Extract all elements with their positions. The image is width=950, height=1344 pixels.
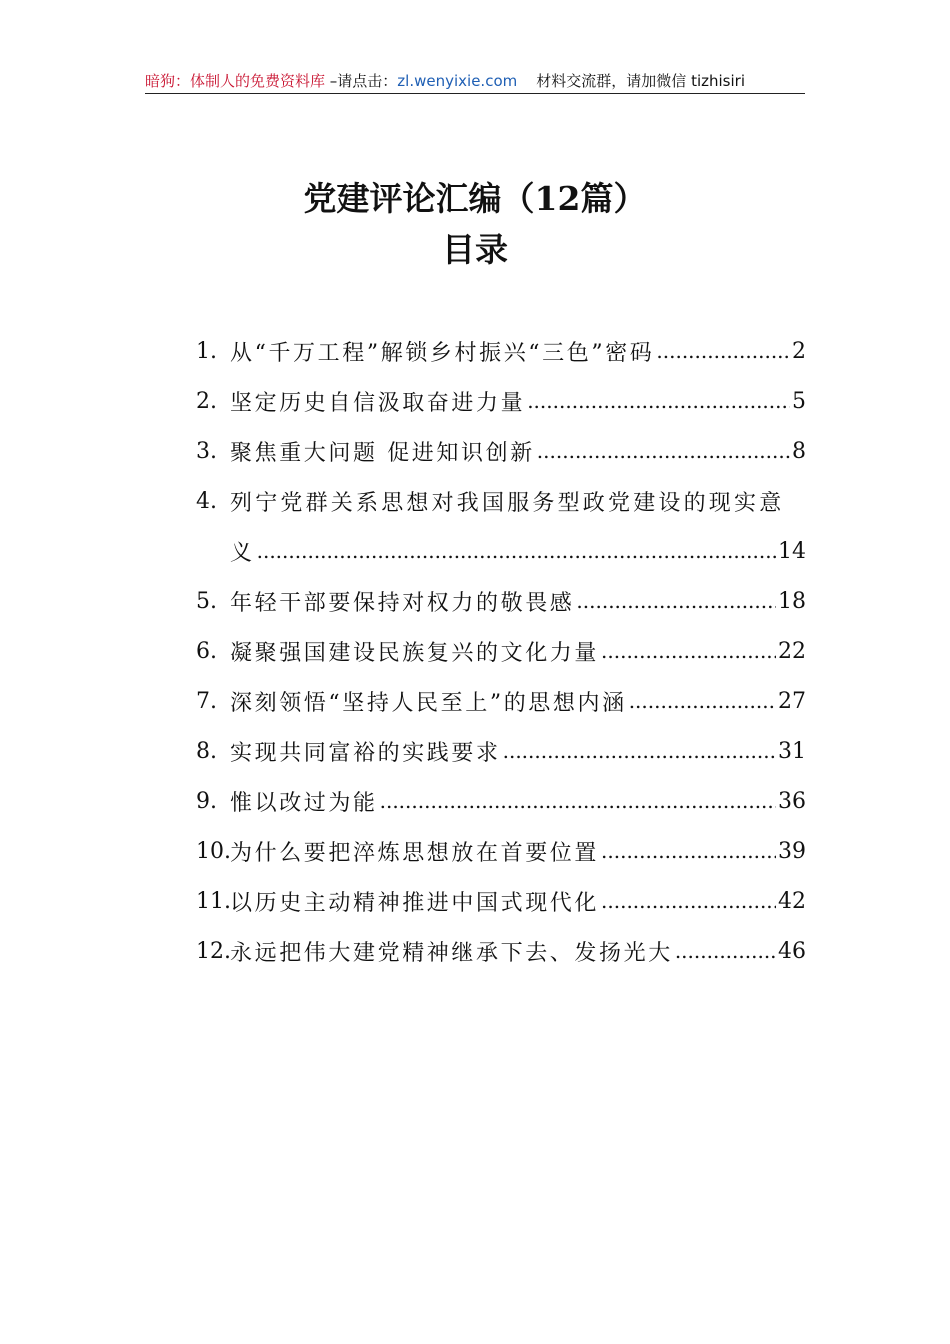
toc-entry-number: 4. bbox=[196, 488, 217, 514]
toc-entry-12[interactable] bbox=[196, 926, 806, 976]
toc-entry-6[interactable] bbox=[196, 626, 806, 676]
toc-entry-4-continued[interactable] bbox=[196, 526, 806, 576]
header-click-prompt: –请点击： bbox=[325, 72, 398, 90]
header-divider bbox=[145, 93, 805, 94]
toc-entry-title: 凝聚强国建设民族复兴的文化力量 bbox=[230, 640, 600, 666]
toc-entry-page: 14 bbox=[778, 538, 806, 564]
header-site-name: 暗狗：体制人的免费资料库 bbox=[145, 72, 326, 90]
toc-entry-title: 聚焦重大问题 促进知识创新 bbox=[230, 440, 535, 466]
toc-dot-leader bbox=[527, 389, 790, 413]
toc-entry-page: 36 bbox=[778, 788, 806, 814]
toc-entry-7[interactable] bbox=[196, 676, 806, 726]
toc-dot-leader bbox=[601, 839, 776, 863]
toc-entry-title-continued: 义 bbox=[230, 540, 255, 566]
toc-entry-page: 8 bbox=[792, 438, 806, 464]
toc-entry-page: 22 bbox=[778, 638, 806, 664]
toc-entry-11[interactable] bbox=[196, 876, 806, 926]
table-of-contents bbox=[196, 326, 806, 976]
toc-entry-1[interactable] bbox=[196, 326, 806, 376]
toc-dot-leader bbox=[601, 639, 776, 663]
toc-entry-title: 从“千万工程”解锁乡村振兴“三色”密码 bbox=[230, 340, 655, 366]
toc-dot-leader bbox=[675, 939, 776, 963]
toc-entry-number: 7. bbox=[196, 688, 217, 714]
toc-entry-title: 深刻领悟“坚持人民至上”的思想内涵 bbox=[230, 690, 627, 716]
header-wechat-info: 材料交流群，请加微信 tizhisiri bbox=[517, 72, 745, 90]
toc-entry-number: 11. bbox=[196, 888, 231, 914]
toc-dot-leader bbox=[656, 339, 790, 363]
toc-entry-title: 坚定历史自信汲取奋进力量 bbox=[230, 390, 526, 416]
toc-entry-page: 5 bbox=[792, 388, 806, 414]
toc-entry-number: 10. bbox=[196, 838, 231, 864]
toc-dot-leader bbox=[503, 739, 776, 763]
toc-entry-number: 9. bbox=[196, 788, 217, 814]
toc-entry-page: 18 bbox=[778, 588, 806, 614]
document-header bbox=[145, 68, 805, 94]
toc-entry-number: 6. bbox=[196, 638, 217, 664]
toc-heading: 目录 bbox=[442, 230, 508, 269]
toc-entry-page: 46 bbox=[778, 938, 806, 964]
toc-dot-leader bbox=[601, 889, 776, 913]
toc-dot-leader bbox=[629, 689, 776, 713]
toc-dot-leader bbox=[537, 439, 790, 463]
toc-entry-number: 12. bbox=[196, 938, 231, 964]
toc-entry-title: 永远把伟大建党精神继承下去、发扬光大 bbox=[230, 940, 673, 966]
toc-entry-page: 27 bbox=[778, 688, 806, 714]
header-link[interactable]: zl.wenyixie.com bbox=[397, 72, 518, 90]
toc-entry-8[interactable] bbox=[196, 726, 806, 776]
toc-dot-leader bbox=[380, 789, 776, 813]
toc-entry-number: 3. bbox=[196, 438, 217, 464]
toc-entry-page: 2 bbox=[792, 338, 806, 364]
toc-entry-title: 实现共同富裕的实践要求 bbox=[230, 740, 501, 766]
toc-entry-4[interactable] bbox=[196, 476, 806, 526]
toc-entry-title: 年轻干部要保持对权力的敬畏感 bbox=[230, 590, 575, 616]
toc-entry-2[interactable] bbox=[196, 376, 806, 426]
toc-entry-10[interactable] bbox=[196, 826, 806, 876]
toc-entry-3[interactable] bbox=[196, 426, 806, 476]
toc-entry-number: 8. bbox=[196, 738, 217, 764]
toc-entry-number: 5. bbox=[196, 588, 217, 614]
toc-entry-title: 惟以改过为能 bbox=[230, 790, 378, 816]
toc-dot-leader bbox=[257, 539, 776, 563]
toc-entry-9[interactable] bbox=[196, 776, 806, 826]
toc-entry-title: 为什么要把淬炼思想放在首要位置 bbox=[230, 840, 600, 866]
toc-entry-title: 列宁党群关系思想对我国服务型政党建设的现实意 bbox=[230, 490, 785, 516]
document-title: 党建评论汇编（12篇） bbox=[303, 179, 647, 218]
toc-dot-leader bbox=[576, 589, 776, 613]
toc-entry-number: 1. bbox=[196, 338, 217, 364]
toc-entry-number: 2. bbox=[196, 388, 217, 414]
toc-entry-page: 31 bbox=[778, 738, 806, 764]
toc-entry-page: 39 bbox=[778, 838, 806, 864]
toc-entry-5[interactable] bbox=[196, 576, 806, 626]
toc-entry-page: 42 bbox=[778, 888, 806, 914]
toc-entry-title: 以历史主动精神推进中国式现代化 bbox=[230, 890, 600, 916]
